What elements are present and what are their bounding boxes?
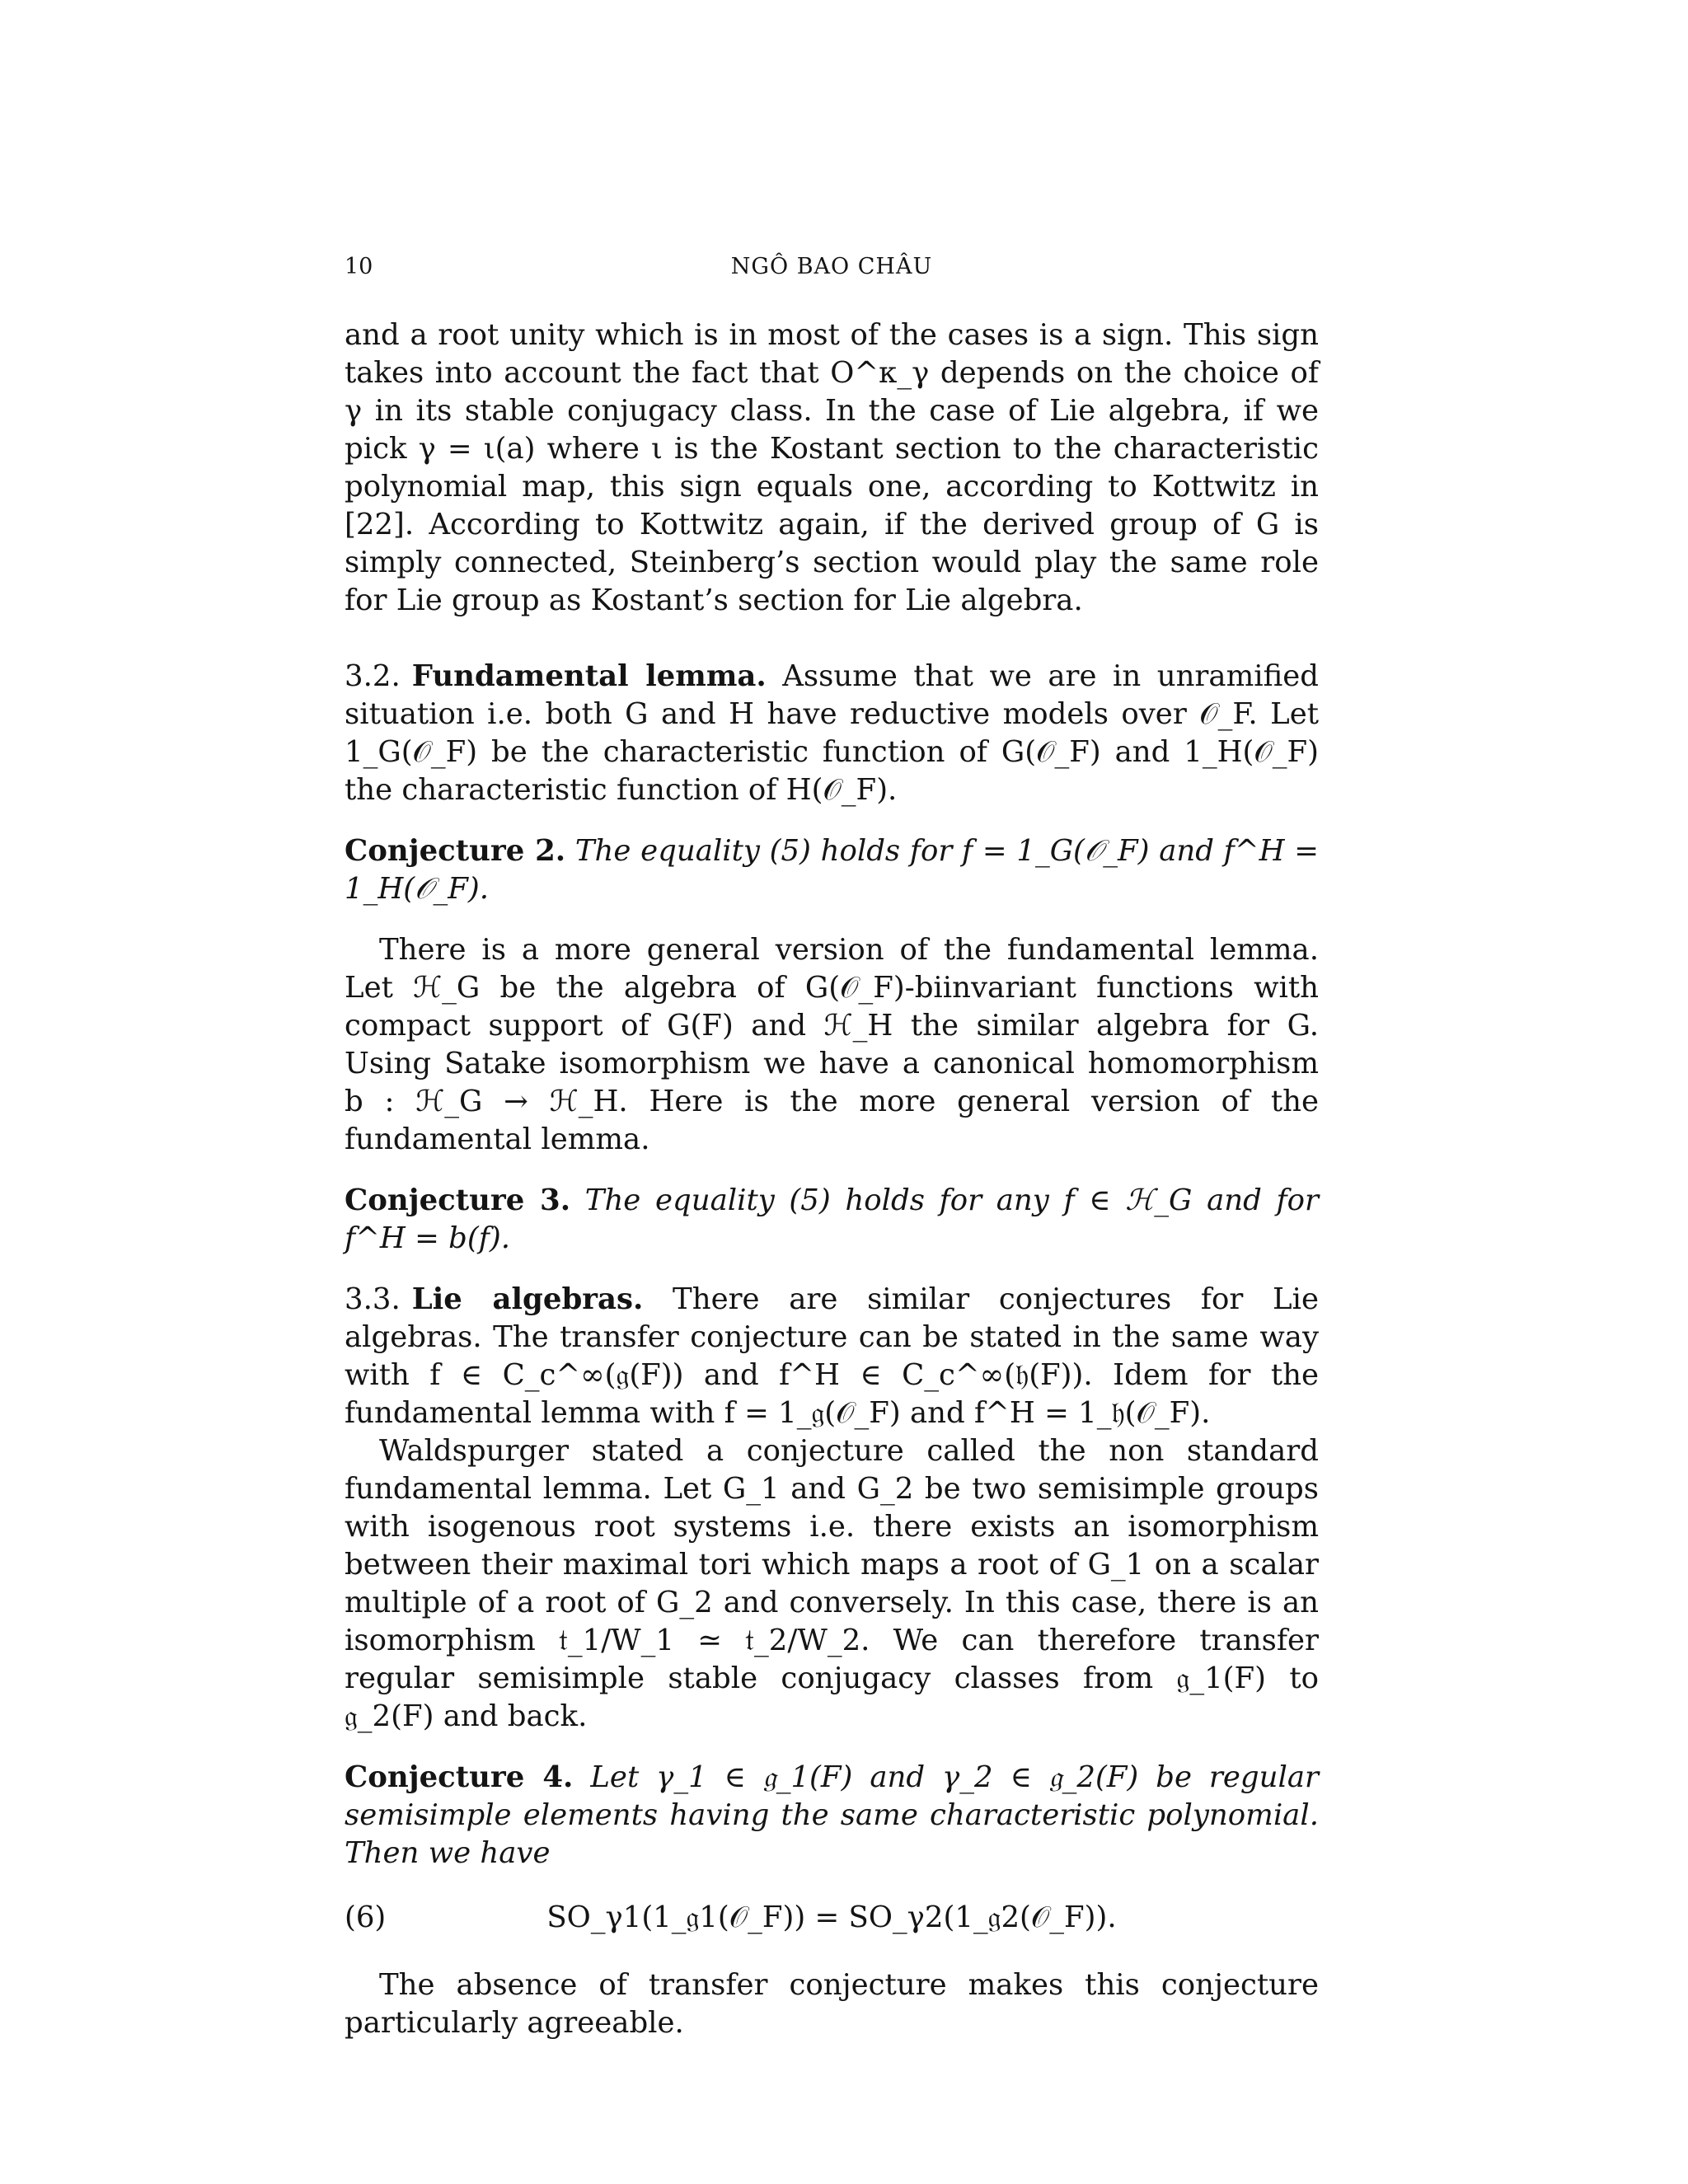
conjecture-label: Conjecture 3. bbox=[345, 1183, 571, 1217]
conjecture-2 bbox=[345, 832, 1319, 908]
conjecture-label: Conjecture 4. bbox=[345, 1760, 574, 1794]
page-header bbox=[345, 254, 1319, 287]
equation-6 bbox=[345, 1899, 1319, 1943]
section-text: Assume that we are in unramified situation i.e. both G and H have reductive models over 𝒪_F. Let 1_G(𝒪_F) be the characteristic function of G(𝒪_F) and 1_H(𝒪_F) the characteristic function of H(𝒪_F). bbox=[345, 659, 1320, 807]
paragraph-waldspurger: Waldspurger stated a conjecture called the non standard fundamental lemma. Let G_1 and G_2 be two semisimple groups with isogenous root systems i.e. there exists an isomorphism between their maximal tori which maps a root of G_1 on a scalar multiple of a root of G_2 and conversely. In this case, there is an isomorphism 𝔱_1/W_1 ≃ 𝔱_2/W_2. We can therefore transfer regular semisimple stable conjugacy classes from 𝔤_1(F) to 𝔤_2(F) and back. bbox=[345, 1434, 1319, 1733]
conjecture-label: Conjecture 2. bbox=[345, 834, 566, 868]
section-number: 3.2. bbox=[345, 659, 401, 693]
equation-number: (6) bbox=[345, 1900, 387, 1934]
section-3-2 bbox=[345, 658, 1319, 809]
section-text: There are similar conjectures for Lie algebras. The transfer conjecture can be stated in the same way with f ∈ C_c^∞(𝔤(F)) and f^H ∈ C_c^∞(𝔥(F)). Idem for the fundamental lemma with f = 1_𝔤(𝒪_F) and f^H = 1_𝔥(𝒪_F). bbox=[345, 1282, 1319, 1430]
paragraph-kostant-section: and a root unity which is in most of the cases is a sign. This sign takes into account the fact that O^κ_γ depends on the choice of γ in its stable conjugacy class. In the case of Lie algebra, if we pick γ = ι(a) where ι is the Kostant section to the characteristic polynomial map, this sign equals one, according to Kottwitz in [22]. According to Kottwitz again, if the derived group of G is simply connected, Steinberg’s section would play the same role for Lie group as Kostant’s section for Lie algebra. bbox=[345, 318, 1319, 617]
conjecture-4 bbox=[345, 1759, 1319, 1872]
section-3-3 bbox=[345, 1281, 1319, 1432]
section-title: Lie algebras. bbox=[411, 1282, 644, 1316]
paragraph-closing: The absence of transfer conjecture makes this conjecture particularly agreeable. bbox=[345, 1968, 1319, 2040]
page-body bbox=[345, 316, 1319, 2042]
equation-body: SO_γ1(1_𝔤1(𝒪_F)) = SO_γ2(1_𝔤2(𝒪_F)). bbox=[546, 1900, 1117, 1934]
paragraph-general-version: There is a more general version of the fundamental lemma. Let ℋ_G be the algebra of G(𝒪_F)-biinvariant functions with compact support of G(F) and ℋ_H the similar algebra for G. Using Satake isomorphism we have a canonical homomorphism b : ℋ_G → ℋ_H. Here is the more general version of the fundamental lemma. bbox=[345, 933, 1319, 1156]
conjecture-statement: Let γ_1 ∈ 𝔤_1(F) and γ_2 ∈ 𝔤_2(F) be regular semisimple elements having the same characteristic polynomial. Then we have bbox=[345, 1760, 1319, 1870]
running-head: NGÔ BAO CHÂU bbox=[730, 254, 933, 279]
conjecture-statement: The equality (5) holds for any f ∈ ℋ_G and for f^H = b(f). bbox=[345, 1183, 1319, 1255]
section-number: 3.3. bbox=[345, 1282, 401, 1316]
page-number: 10 bbox=[345, 254, 373, 279]
section-title: Fundamental lemma. bbox=[411, 659, 767, 693]
conjecture-3 bbox=[345, 1182, 1319, 1258]
conjecture-statement: The equality (5) holds for f = 1_G(𝒪_F) and f^H = 1_H(𝒪_F). bbox=[345, 834, 1319, 906]
